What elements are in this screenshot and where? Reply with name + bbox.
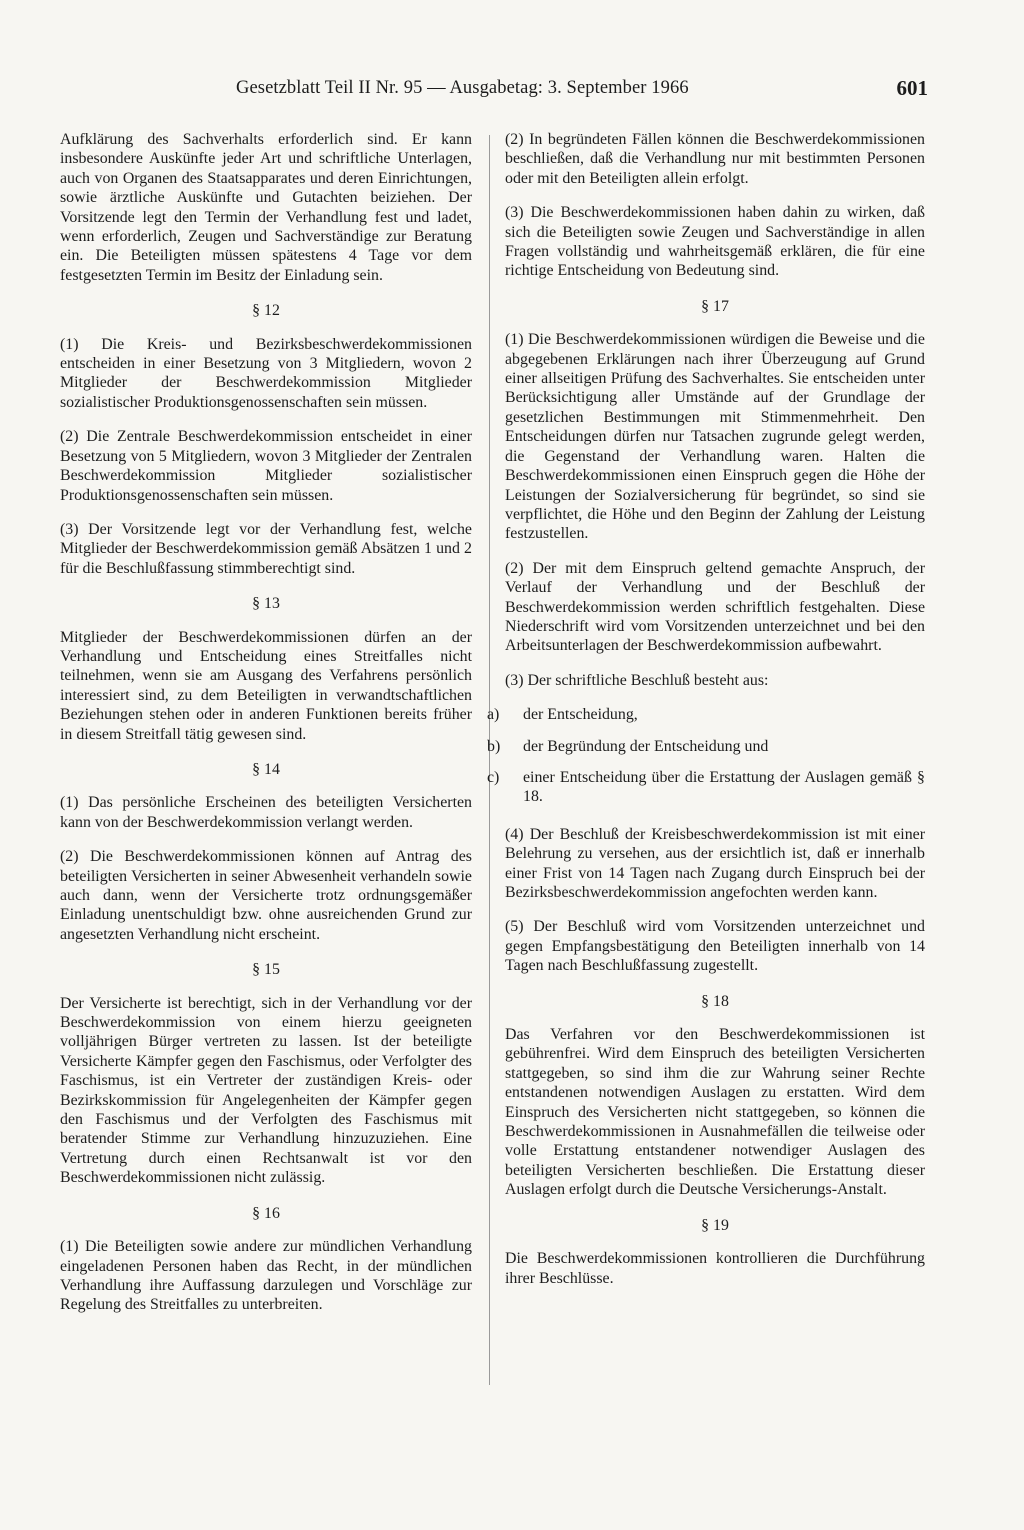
- section-12-paragraph-1: (1) Die Kreis- und Bezirksbeschwerdekommissionen entscheiden in einer Besetzung von 3 Mitgliedern, wovon 2 Mitglieder der Beschwerdekommission Mitglieder sozialistischer Produktionsgenossenschaften sein müssen.: [60, 335, 472, 411]
- list-item: [487, 768, 925, 807]
- header-title: Gesetzblatt Teil II Nr. 95 — Ausgabetag: 3. September 1966: [236, 78, 689, 98]
- section-16-paragraph-3: (3) Die Beschwerdekommissionen haben dahin zu wirken, daß sich die Beteiligten sowie Zeugen und Sachverständige in allen Fragen vollständig und wahrheitsgemäß erklären, die für eine richtige Entscheidung von Bedeutung sind.: [505, 204, 925, 280]
- section-12-paragraph-3: (3) Der Vorsitzende legt vor der Verhandlung fest, welche Mitglieder der Beschwerdekommission gemäß Absätzen 1 und 2 für die Beschlußfassung stimmberechtigt sind.: [60, 520, 472, 577]
- list-item: [487, 705, 925, 724]
- section-14-paragraph-2: (2) Die Beschwerdekommissionen können auf Antrag des beteiligten Versicherten in seiner Abwesenheit verhandeln sowie auch dann, wenn der Versicherte trotz ordnungsgemäßer Einladung unentschuldigt bzw. ohne ausreichenden Grund zur angesetzten Verhandlung nicht erscheint.: [60, 848, 472, 943]
- right-column: [487, 130, 925, 1303]
- section-18-heading: § 18: [701, 992, 729, 1010]
- section-17-paragraph-5: (5) Der Beschluß wird vom Vorsitzenden unterzeichnet und gegen Empfangsbestätigung den Beteiligten innerhalb von 14 Tagen nach Beschlußfassung zugestellt.: [505, 918, 925, 975]
- section-15-paragraph-1: Der Versicherte ist berechtigt, sich in der Verhandlung vor der Beschwerdekommission von einem hierzu geeigneten volljährigen Bürger vertreten zu lassen. Ist der beteiligte Versicherte Kämpfer gegen den Faschismus, oder Verfolgter des Faschismus, ist ein Vertreter der zuständigen Kreis- oder Bezirkskommission für Angelegenheiten der Kämpfer gegen den Faschismus und der Verfolgten des Faschismus mit beratender Stimme zur Verhandlung hinzuzuziehen. Eine Vertretung durch einen Rechtsanwalt ist vor den Beschwerdekommissionen nicht zulässig.: [60, 994, 472, 1187]
- list-text: einer Entscheidung über die Erstattung der Auslagen gemäß § 18.: [523, 768, 925, 806]
- left-column: [60, 130, 472, 1330]
- intro-paragraph: Aufklärung des Sachverhalts erforderlich sind. Er kann insbesondere Auskünfte jeder Art und schriftliche Unterlagen, auch von Organen des Staatsapparates und deren Einrichtungen, sowie ärztliche Auskünfte und Gutachten beiziehen. Der Vorsitzende legt den Termin der Verhandlung fest und ladet, wenn erforderlich, Zeugen und Sachverständige zur Beratung ein. Die Beteiligten müssen spätestens 4 Tage vor dem festgesetzten Termin im Besitz der Einladung sein.: [60, 131, 472, 284]
- section-19-paragraph-1: Die Beschwerdekommissionen kontrollieren die Durchführung ihrer Beschlüsse.: [505, 1250, 925, 1287]
- section-13-paragraph-1: Mitglieder der Beschwerdekommissionen dürfen an der Verhandlung und Entscheidung eines Streitfalles nicht teilnehmen, wenn sie am Ausgang des Verfahrens persönlich interessiert sind, zu dem Beteiligten in verwandtschaftlichen Beziehungen stehen oder in anderen Funktionen bereits früher in diesem Streitfall tätig gewesen sind.: [60, 628, 472, 743]
- section-17-paragraph-3: (3) Der schriftliche Beschluß besteht aus:: [505, 671, 769, 689]
- section-14-heading: § 14: [252, 760, 280, 778]
- list-text: der Entscheidung,: [523, 706, 638, 724]
- column-divider: [489, 135, 490, 1385]
- page-header: [98, 76, 928, 104]
- section-16-paragraph-1: (1) Die Beteiligten sowie andere zur mündlichen Verhandlung eingeladenen Personen haben das Recht, in der mündlichen Verhandlung ihre Auffassung darzulegen und Vorschläge zur Regelung des Streitfalles zu unterbreiten.: [60, 1238, 472, 1314]
- list-label: b): [487, 737, 501, 755]
- section-19-heading: § 19: [701, 1216, 729, 1234]
- list-label: c): [487, 768, 500, 786]
- list-item: [487, 737, 925, 756]
- section-14-paragraph-1: (1) Das persönliche Erscheinen des beteiligten Versicherten kann von der Beschwerdekommission verlangt werden.: [60, 794, 472, 831]
- section-12-heading: § 12: [252, 302, 280, 320]
- section-12-paragraph-2: (2) Die Zentrale Beschwerdekommission entscheidet in einer Besetzung von 5 Mitgliedern, wovon 3 Mitglieder der Zentralen Beschwerdekommission Mitglieder sozialistischer Produktionsgenossenschaften sein müssen.: [60, 428, 472, 504]
- page-number: 601: [896, 76, 928, 100]
- section-17-paragraph-1: (1) Die Beschwerdekommissionen würdigen die Beweise und die abgegebenen Erklärungen nach ihrer Überzeugung auf Grund einer allseitigen Prüfung des Sachverhaltes. Sie entscheiden unter Berücksichtigung aller Umstände auf der Grundlage der gesetzlichen Bestimmungen mit Stimmenmehrheit. Den Entscheidungen dürfen nur Tatsachen zugrunde gelegt werden, die Gegenstand der Verhandlung waren. Halten die Beschwerdekommissionen einen Einspruch gegen die Höhe der Leistungen der Sozialversicherung für begründet, so sind sie verpflichtet, die Höhe und den Beginn der Zahlung der Leistung festzustellen.: [505, 331, 925, 543]
- section-17-paragraph-2: (2) Der mit dem Einspruch geltend gemachte Anspruch, der Verlauf der Verhandlung und der Beschluß der Beschwerdekommission werden schriftlich festgehalten. Diese Niederschrift wird vom Vorsitzenden unterzeichnet und bei den Arbeitsunterlagen der Beschwerdekommission aufbewahrt.: [505, 559, 925, 655]
- section-16-heading: § 16: [252, 1204, 280, 1222]
- section-13-heading: § 13: [252, 595, 280, 613]
- section-18-paragraph-1: Das Verfahren vor den Beschwerdekommissionen ist gebührenfrei. Wird dem Einspruch des beteiligten Versicherten stattgegeben, so sind ihm die zur Wahrung seiner Rechte entstandenen notwendigen Auslagen zu erstatten. Wird dem Einspruch des Versicherten nicht stattgegeben, so können die Beschwerdekommissionen in Ausnahmefällen die teilweise oder volle Erstattung entstandener notwendiger Auslagen des beteiligten Versicherten beschließen. Die Erstattung dieser Auslagen erfolgt durch die Deutsche Versicherungs-Anstalt.: [505, 1026, 925, 1199]
- section-15-heading: § 15: [252, 961, 280, 979]
- section-16-paragraph-2: (2) In begründeten Fällen können die Beschwerdekommissionen beschließen, daß die Verhandlung nur mit bestimmten Personen oder mit den Beteiligten allein erfolgt.: [505, 131, 925, 187]
- section-17-heading: § 17: [701, 297, 729, 315]
- list-text: der Begründung der Entscheidung und: [523, 737, 769, 755]
- list-label: a): [487, 706, 500, 724]
- section-17-paragraph-4: (4) Der Beschluß der Kreisbeschwerdekommission ist mit einer Belehrung zu versehen, aus der ersichtlich ist, daß er innerhalb einer Frist von 14 Tagen nach Zugang durch Einspruch bei der Bezirksbeschwerdekommission angefochten werden kann.: [505, 825, 925, 901]
